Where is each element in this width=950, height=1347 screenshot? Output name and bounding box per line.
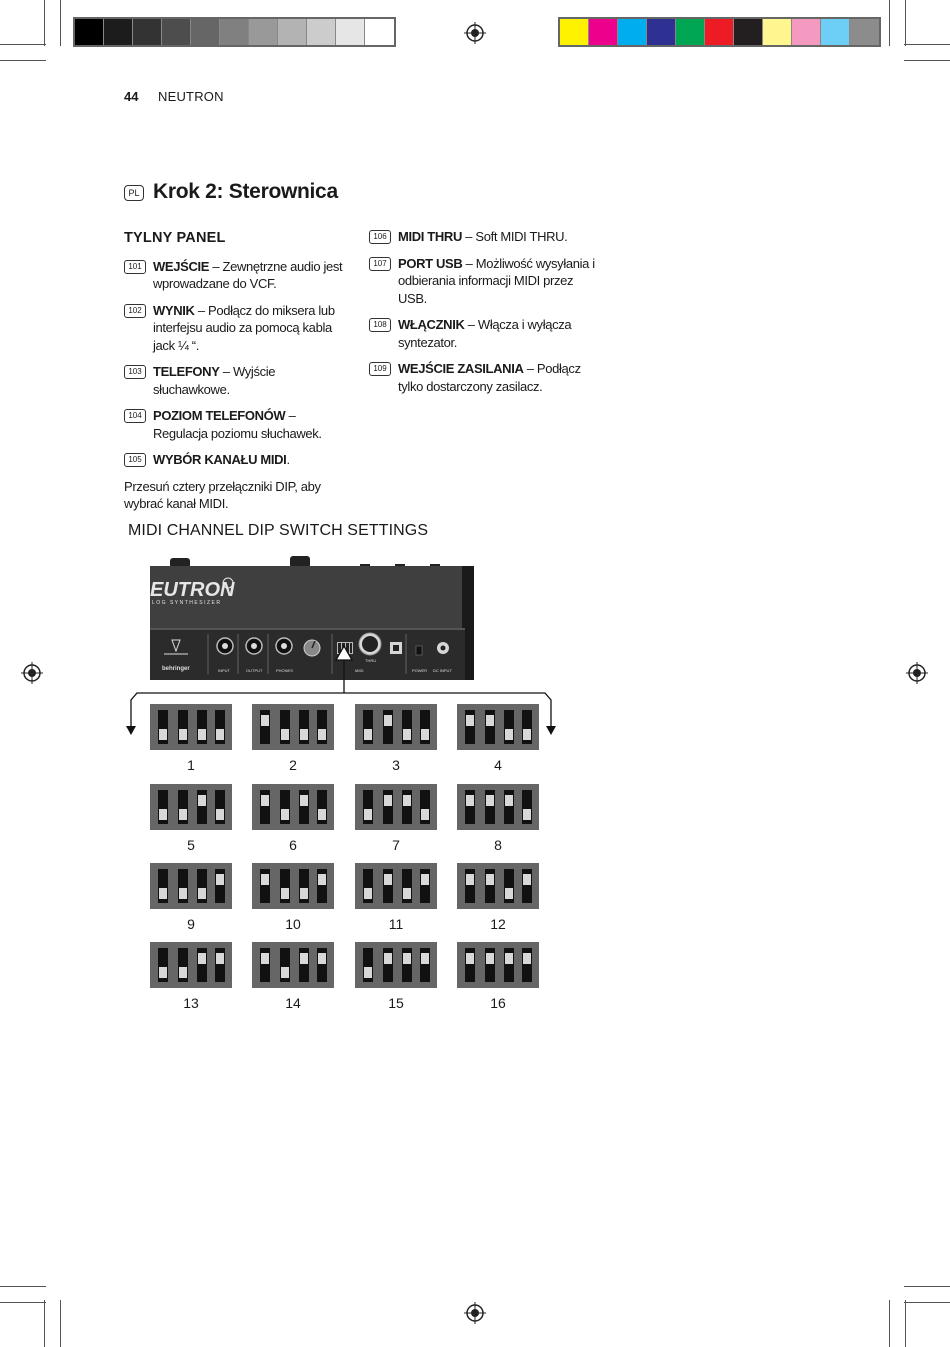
dip-switch-block xyxy=(355,863,437,909)
dip-switch xyxy=(420,710,430,744)
dip-switch-lever xyxy=(179,967,187,978)
dip-switch xyxy=(158,710,168,744)
callout-number: 101 xyxy=(124,260,146,274)
dip-switch-lever xyxy=(421,874,429,885)
dip-switch xyxy=(504,710,514,744)
dip-switch xyxy=(317,948,327,982)
dip-switch-lever xyxy=(300,729,308,740)
dip-switch xyxy=(260,790,270,824)
dip-switch-lever xyxy=(318,874,326,885)
panel-label-dc-input: DC INPUT xyxy=(433,668,452,673)
dip-switch xyxy=(197,790,207,824)
dip-switch-lever xyxy=(318,729,326,740)
callout-term: TELEFONY xyxy=(153,364,220,379)
dip-switch-lever xyxy=(403,729,411,740)
color-swatch xyxy=(850,19,879,45)
dip-switch xyxy=(280,948,290,982)
dip-switch xyxy=(402,710,412,744)
color-swatch xyxy=(647,19,676,45)
color-swatch xyxy=(763,19,792,45)
dip-switch xyxy=(178,869,188,903)
callout-term: PORT USB xyxy=(398,255,463,271)
dip-switch xyxy=(383,948,393,982)
dip-switch xyxy=(485,710,495,744)
dip-switch xyxy=(280,869,290,903)
callout-term: MIDI THRU xyxy=(398,229,463,244)
dip-switch xyxy=(363,948,373,982)
dip-switch xyxy=(402,948,412,982)
page-number: 44 xyxy=(124,89,139,104)
callout-item xyxy=(369,360,597,395)
dip-switch-lever xyxy=(364,888,372,899)
dip-switch-lever xyxy=(281,967,289,978)
panel-label-output: OUTPUT xyxy=(246,668,263,673)
dip-switch xyxy=(522,710,532,744)
dip-switch-block xyxy=(150,863,232,909)
dip-switch-block xyxy=(252,942,334,988)
dip-switch xyxy=(158,948,168,982)
dip-switch xyxy=(178,790,188,824)
dip-switch-lever xyxy=(159,729,167,740)
dip-switch-lever xyxy=(466,715,474,726)
dip-switch-lever xyxy=(384,953,392,964)
dip-switch-lever xyxy=(281,888,289,899)
callout-description: – Soft MIDI THRU. xyxy=(462,229,568,244)
registration-mark-icon xyxy=(906,662,928,684)
color-swatch xyxy=(676,19,705,45)
callout-description: – Włącza i wyłącza syntezator. xyxy=(398,317,572,350)
dip-switch xyxy=(420,869,430,903)
registration-mark-icon xyxy=(464,1302,486,1324)
midi-channel-label: 10 xyxy=(285,916,301,932)
device-logo: EUTRON xyxy=(150,579,235,601)
dip-switch-lever xyxy=(179,729,187,740)
dip-switch xyxy=(197,869,207,903)
panel-label-midi: MIDI xyxy=(355,668,364,673)
brand-logo: behringer xyxy=(162,666,190,672)
callout-item xyxy=(369,228,597,246)
dip-setting xyxy=(457,942,539,1011)
dip-setting xyxy=(355,863,437,932)
registration-mark-icon xyxy=(464,22,486,44)
dip-switch-lever xyxy=(198,729,206,740)
dip-switch xyxy=(420,790,430,824)
registration-mark-icon xyxy=(21,662,43,684)
dip-switch xyxy=(317,710,327,744)
midi-channel-label: 7 xyxy=(392,837,400,853)
left-column xyxy=(124,228,346,513)
dip-switch-lever xyxy=(486,795,494,806)
dip-switch xyxy=(465,869,475,903)
dip-switch-lever xyxy=(159,809,167,820)
panel-label-thru: THRU xyxy=(365,658,377,663)
callout-description: – Możliwość wysyłania i odbierania informacji MIDI przez USB. xyxy=(398,255,595,306)
dip-switch-lever xyxy=(261,953,269,964)
dip-switch xyxy=(420,948,430,982)
dip-switch-block xyxy=(150,784,232,830)
callout-number: 105 xyxy=(124,453,146,467)
callout-description: – Zewnętrzne audio jest wprowadzane do VCF. xyxy=(153,258,343,291)
dip-switch xyxy=(402,790,412,824)
dip-switch-lever xyxy=(198,795,206,806)
dip-setting xyxy=(150,942,232,1011)
dip-switch xyxy=(158,790,168,824)
dip-switch-lever xyxy=(384,795,392,806)
dip-switch-block xyxy=(457,863,539,909)
callout-description: – Podłącz do miksera lub interfejsu audio za pomocą kabla jack ¼ “. xyxy=(153,302,335,353)
dip-switch-lever xyxy=(300,953,308,964)
gray-swatch xyxy=(307,19,336,45)
dip-switch xyxy=(215,948,225,982)
figure-title: MIDI CHANNEL DIP SWITCH SETTINGS xyxy=(128,522,429,539)
dip-switch-lever xyxy=(523,729,531,740)
dip-switch xyxy=(465,790,475,824)
midi-channel-label: 14 xyxy=(285,995,301,1011)
dip-switch-block xyxy=(355,784,437,830)
midi-channel-label: 13 xyxy=(183,995,199,1011)
dip-switch xyxy=(485,790,495,824)
panel-label-phones: PHONES xyxy=(276,668,293,673)
callout-item xyxy=(124,407,346,442)
callout-number: 109 xyxy=(369,362,391,376)
dip-setting xyxy=(457,863,539,932)
color-swatch xyxy=(734,19,763,45)
dip-switch-lever xyxy=(505,953,513,964)
callout-number: 102 xyxy=(124,304,146,318)
dip-switch xyxy=(317,790,327,824)
dip-switch-lever xyxy=(364,729,372,740)
dip-switch xyxy=(197,948,207,982)
language-badge: PL xyxy=(124,185,144,201)
dip-switch xyxy=(504,790,514,824)
dip-setting xyxy=(355,942,437,1011)
callout-description: – Regulacja poziomu słuchawek. xyxy=(153,408,322,441)
dip-switch xyxy=(299,710,309,744)
section-heading: TYLNY PANEL xyxy=(124,230,226,246)
dip-switch-lever xyxy=(486,715,494,726)
dip-switch xyxy=(522,869,532,903)
dip-switch-lever xyxy=(198,888,206,899)
midi-channel-label: 2 xyxy=(289,757,297,773)
dip-switch-lever xyxy=(403,795,411,806)
gray-swatch xyxy=(249,19,278,45)
dip-setting xyxy=(457,784,539,853)
dip-switch-lever xyxy=(159,888,167,899)
dip-switch-block xyxy=(457,784,539,830)
dip-switch xyxy=(465,710,475,744)
gray-swatch xyxy=(336,19,365,45)
dip-switch xyxy=(383,869,393,903)
gray-swatch xyxy=(104,19,133,45)
callout-number: 104 xyxy=(124,409,146,423)
dip-switch-block xyxy=(457,704,539,750)
dip-setting xyxy=(252,704,334,773)
dip-switch xyxy=(260,948,270,982)
dip-switch-lever xyxy=(486,953,494,964)
running-header: NEUTRON xyxy=(158,89,224,104)
right-column xyxy=(369,228,597,404)
callout-item xyxy=(369,255,597,308)
color-swatch xyxy=(560,19,589,45)
dip-switch-lever xyxy=(159,967,167,978)
dip-switch-block xyxy=(252,784,334,830)
dip-switch-block xyxy=(150,942,232,988)
dip-switch xyxy=(197,710,207,744)
dip-switch xyxy=(363,710,373,744)
dip-setting xyxy=(252,863,334,932)
dip-switch xyxy=(485,869,495,903)
color-swatch xyxy=(705,19,734,45)
midi-channel-label: 5 xyxy=(187,837,195,853)
dip-switch-lever xyxy=(216,874,224,885)
callout-item xyxy=(124,451,346,469)
dip-switch-lever xyxy=(179,809,187,820)
dip-switch xyxy=(260,869,270,903)
gray-swatch xyxy=(278,19,307,45)
dip-switch xyxy=(299,948,309,982)
dip-setting xyxy=(252,942,334,1011)
dip-switch xyxy=(178,710,188,744)
midi-channel-label: 6 xyxy=(289,837,297,853)
callout-description: . xyxy=(286,452,290,467)
dip-switch-lever xyxy=(523,953,531,964)
dip-switch-block xyxy=(355,942,437,988)
dip-setting xyxy=(150,784,232,853)
panel-label-power: POWER xyxy=(412,668,428,673)
dip-switch xyxy=(215,710,225,744)
color-calibration-strip xyxy=(558,17,881,47)
dip-switch xyxy=(317,869,327,903)
dip-setting xyxy=(355,704,437,773)
dip-switch-lever xyxy=(318,809,326,820)
gray-swatch xyxy=(133,19,162,45)
callout-term: WYBÓR KANAŁU MIDI xyxy=(153,452,287,467)
midi-channel-label: 12 xyxy=(490,916,506,932)
dip-switch xyxy=(522,948,532,982)
color-swatch xyxy=(589,19,618,45)
dip-setting xyxy=(150,863,232,932)
instruction-paragraph: Przesuń cztery przełączniki DIP, aby wybrać kanał MIDI. xyxy=(124,478,321,511)
dip-switch xyxy=(383,790,393,824)
dip-switch xyxy=(178,948,188,982)
dip-switch-lever xyxy=(216,809,224,820)
dip-switch xyxy=(402,869,412,903)
dip-switch-block xyxy=(150,704,232,750)
callout-description: – Wyjście słuchawkowe. xyxy=(153,364,276,397)
midi-channel-label: 16 xyxy=(490,995,506,1011)
dip-switch-lever xyxy=(421,809,429,820)
dip-switch-lever xyxy=(523,809,531,820)
dip-switch xyxy=(485,948,495,982)
dip-switch xyxy=(158,869,168,903)
dip-switch-block xyxy=(457,942,539,988)
callout-number: 107 xyxy=(369,257,391,271)
dip-switch xyxy=(280,790,290,824)
callout-term: WYNIK xyxy=(153,302,195,318)
callout-item xyxy=(124,258,346,293)
color-swatch xyxy=(792,19,821,45)
dip-switch-lever xyxy=(384,874,392,885)
dip-switch xyxy=(363,869,373,903)
midi-channel-label: 11 xyxy=(388,916,404,932)
midi-channel-label: 1 xyxy=(187,757,195,773)
callout-term: WEJŚCIE xyxy=(153,258,210,274)
dip-switch-lever xyxy=(364,967,372,978)
callout-item xyxy=(124,302,346,355)
callout-description: – Podłącz tylko dostarczony zasilacz. xyxy=(398,361,581,394)
callout-number: 103 xyxy=(124,365,146,379)
dip-switch-lever xyxy=(281,809,289,820)
callout-term: WEJŚCIE ZASILANIA xyxy=(398,361,524,376)
dip-setting xyxy=(252,784,334,853)
dip-switch-lever xyxy=(281,729,289,740)
dip-setting xyxy=(150,704,232,773)
dip-setting xyxy=(355,784,437,853)
dip-switch-lever xyxy=(505,729,513,740)
dip-switch-block xyxy=(252,863,334,909)
dip-switch-lever xyxy=(261,795,269,806)
callout-item xyxy=(369,316,597,351)
dip-switch-lever xyxy=(505,888,513,899)
dip-switch xyxy=(522,790,532,824)
callout-number: 106 xyxy=(369,230,391,244)
dip-switch-lever xyxy=(403,888,411,899)
dip-switch-lever xyxy=(466,874,474,885)
midi-channel-label: 8 xyxy=(494,837,502,853)
dip-switch-lever xyxy=(466,795,474,806)
dip-switch-lever xyxy=(364,809,372,820)
dip-switch xyxy=(299,869,309,903)
callout-term: WŁĄCZNIK xyxy=(398,317,465,332)
device-logo-sub: LOG SYNTHESIZER xyxy=(152,600,222,606)
dip-switch xyxy=(299,790,309,824)
gray-calibration-strip xyxy=(73,17,396,47)
dip-switch-lever xyxy=(421,953,429,964)
page-title: Krok 2: Sterownica xyxy=(153,180,338,203)
dip-switch-lever xyxy=(421,729,429,740)
callout-term: POZIOM TELEFONÓW xyxy=(153,408,286,423)
gray-swatch xyxy=(162,19,191,45)
dip-switch xyxy=(363,790,373,824)
dip-switch-lever xyxy=(216,953,224,964)
dip-switch-block xyxy=(252,704,334,750)
midi-channel-label: 3 xyxy=(392,757,400,773)
panel-label-input: INPUT xyxy=(218,668,230,673)
dip-switch-lever xyxy=(466,953,474,964)
callout-item xyxy=(124,363,346,398)
color-swatch xyxy=(821,19,850,45)
dip-switch-lever xyxy=(318,953,326,964)
dip-switch xyxy=(465,948,475,982)
gray-swatch xyxy=(365,19,394,45)
dip-switch-lever xyxy=(384,715,392,726)
dip-switch-lever xyxy=(486,874,494,885)
dip-switch xyxy=(383,710,393,744)
gray-swatch xyxy=(191,19,220,45)
dip-switch-lever xyxy=(300,795,308,806)
dip-switch-lever xyxy=(523,874,531,885)
dip-switch-lever xyxy=(505,795,513,806)
midi-channel-label: 15 xyxy=(388,995,404,1011)
callout-number: 108 xyxy=(369,318,391,332)
dip-switch-lever xyxy=(261,715,269,726)
dip-switch xyxy=(280,710,290,744)
dip-switch-lever xyxy=(300,888,308,899)
midi-channel-label: 4 xyxy=(494,757,502,773)
dip-switch xyxy=(504,948,514,982)
dip-switch-lever xyxy=(216,729,224,740)
dip-switch-lever xyxy=(261,874,269,885)
dip-setting xyxy=(457,704,539,773)
color-swatch xyxy=(618,19,647,45)
midi-channel-label: 9 xyxy=(187,916,195,932)
dip-switch xyxy=(504,869,514,903)
dip-switch-lever xyxy=(403,953,411,964)
dip-switch xyxy=(215,790,225,824)
gray-swatch xyxy=(75,19,104,45)
dip-switch-lever xyxy=(179,888,187,899)
dip-switch xyxy=(215,869,225,903)
gray-swatch xyxy=(220,19,249,45)
dip-switch-block xyxy=(355,704,437,750)
dip-switch-lever xyxy=(198,953,206,964)
dip-switch xyxy=(260,710,270,744)
